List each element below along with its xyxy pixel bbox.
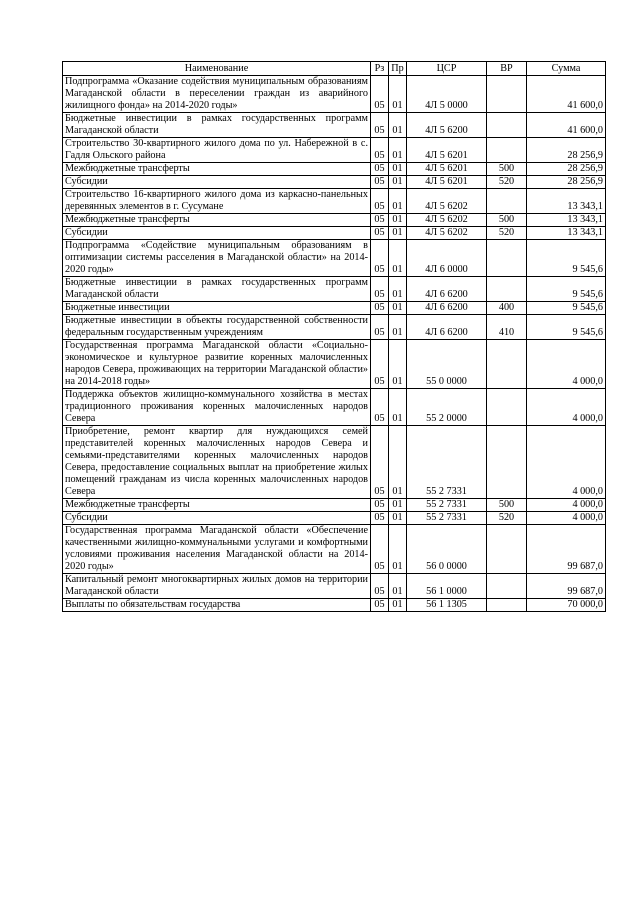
table-row <box>63 525 606 574</box>
cell-sum: 4 000,0 <box>527 389 606 426</box>
cell-csr: 4Л 5 6202 <box>407 214 487 227</box>
cell-pr: 01 <box>389 277 407 302</box>
cell-name: Межбюджетные трансферты <box>63 214 371 227</box>
cell-name: Субсидии <box>63 512 371 525</box>
cell-rz: 05 <box>371 138 389 163</box>
cell-csr: 4Л 5 6201 <box>407 138 487 163</box>
cell-rz: 05 <box>371 76 389 113</box>
table-row <box>63 574 606 599</box>
cell-vr <box>487 113 527 138</box>
cell-sum: 4 000,0 <box>527 512 606 525</box>
header-sum: Сумма <box>527 62 606 76</box>
cell-rz: 05 <box>371 189 389 214</box>
table-row <box>63 599 606 612</box>
cell-csr: 55 2 7331 <box>407 512 487 525</box>
cell-pr: 01 <box>389 227 407 240</box>
table-row <box>63 340 606 389</box>
cell-vr <box>487 599 527 612</box>
cell-sum: 28 256,9 <box>527 176 606 189</box>
table-row <box>63 302 606 315</box>
cell-csr: 4Л 6 0000 <box>407 240 487 277</box>
cell-csr: 55 2 0000 <box>407 389 487 426</box>
cell-name: Субсидии <box>63 227 371 240</box>
cell-rz: 05 <box>371 389 389 426</box>
cell-vr: 410 <box>487 315 527 340</box>
cell-name: Выплаты по обязательствам государства <box>63 599 371 612</box>
cell-rz: 05 <box>371 302 389 315</box>
cell-pr: 01 <box>389 340 407 389</box>
cell-pr: 01 <box>389 76 407 113</box>
header-vr: ВР <box>487 62 527 76</box>
cell-name: Подпрограмма «Содействие муниципальным образованиям в оптимизации системы расселения в Магаданской области» на 2014-2020 годы» <box>63 240 371 277</box>
cell-rz: 05 <box>371 113 389 138</box>
cell-rz: 05 <box>371 525 389 574</box>
cell-rz: 05 <box>371 426 389 499</box>
cell-sum: 99 687,0 <box>527 574 606 599</box>
table-row <box>63 277 606 302</box>
cell-rz: 05 <box>371 214 389 227</box>
cell-vr <box>487 277 527 302</box>
cell-csr: 55 2 7331 <box>407 499 487 512</box>
cell-name: Строительство 30-квартирного жилого дома по ул. Набережной в с. Гадля Ольского района <box>63 138 371 163</box>
cell-pr: 01 <box>389 163 407 176</box>
document-page <box>62 61 606 612</box>
cell-rz: 05 <box>371 340 389 389</box>
cell-sum: 41 600,0 <box>527 76 606 113</box>
cell-vr: 520 <box>487 176 527 189</box>
cell-csr: 4Л 5 6202 <box>407 189 487 214</box>
cell-name: Строительство 16-квартирного жилого дома из каркасно-панельных деревянных элементов в г. Сусумане <box>63 189 371 214</box>
table-row <box>63 189 606 214</box>
cell-vr <box>487 189 527 214</box>
cell-name: Приобретение, ремонт квартир для нуждающихся семей представителей коренных малочисленных народов Севера и семьями-представителями коренных малочисленных народов Севера, предоставление социальных выплат на приобретение жилых помещений гражданам из числа коренных малочисленных народов Севера <box>63 426 371 499</box>
cell-rz: 05 <box>371 574 389 599</box>
table-row <box>63 76 606 113</box>
cell-rz: 05 <box>371 315 389 340</box>
table-row <box>63 138 606 163</box>
header-rz: Рз <box>371 62 389 76</box>
cell-pr: 01 <box>389 512 407 525</box>
cell-csr: 56 0 0000 <box>407 525 487 574</box>
table-row <box>63 214 606 227</box>
table-row <box>63 315 606 340</box>
cell-vr <box>487 389 527 426</box>
cell-name: Бюджетные инвестиции в объекты государственной собственности федеральным государственным учреждениям <box>63 315 371 340</box>
cell-sum: 99 687,0 <box>527 525 606 574</box>
cell-vr: 400 <box>487 302 527 315</box>
cell-csr: 4Л 6 6200 <box>407 302 487 315</box>
cell-vr <box>487 340 527 389</box>
cell-pr: 01 <box>389 315 407 340</box>
cell-rz: 05 <box>371 176 389 189</box>
cell-name: Подпрограмма «Оказание содействия муниципальным образованиям Магаданской области в переселении граждан из аварийного жилищного фонда» на 2014-2020 годы» <box>63 76 371 113</box>
cell-vr: 520 <box>487 512 527 525</box>
cell-csr: 4Л 5 6201 <box>407 163 487 176</box>
cell-vr <box>487 574 527 599</box>
cell-vr <box>487 426 527 499</box>
table-row <box>63 389 606 426</box>
table-row <box>63 426 606 499</box>
cell-sum: 28 256,9 <box>527 138 606 163</box>
table-row <box>63 163 606 176</box>
cell-vr <box>487 525 527 574</box>
cell-csr: 4Л 5 6200 <box>407 113 487 138</box>
cell-pr: 01 <box>389 599 407 612</box>
cell-rz: 05 <box>371 512 389 525</box>
cell-sum: 13 343,1 <box>527 227 606 240</box>
header-name: Наименование <box>63 62 371 76</box>
cell-csr: 55 0 0000 <box>407 340 487 389</box>
cell-name: Государственная программа Магаданской области «Социально-экономическое и культурное развитие коренных малочисленных народов Севера, проживающих на территории Магаданской области» на 2014-2018 годы» <box>63 340 371 389</box>
cell-name: Бюджетные инвестиции в рамках государственных программ Магаданской области <box>63 277 371 302</box>
cell-sum: 13 343,1 <box>527 189 606 214</box>
cell-name: Поддержка объектов жилищно-коммунального хозяйства в местах традиционного проживания коренных малочисленных народов Севера <box>63 389 371 426</box>
cell-vr: 500 <box>487 163 527 176</box>
cell-pr: 01 <box>389 176 407 189</box>
cell-csr: 55 2 7331 <box>407 426 487 499</box>
cell-pr: 01 <box>389 138 407 163</box>
cell-sum: 4 000,0 <box>527 499 606 512</box>
cell-name: Межбюджетные трансферты <box>63 163 371 176</box>
cell-pr: 01 <box>389 389 407 426</box>
table-row <box>63 113 606 138</box>
cell-pr: 01 <box>389 302 407 315</box>
budget-table <box>62 61 606 612</box>
cell-pr: 01 <box>389 499 407 512</box>
cell-rz: 05 <box>371 499 389 512</box>
cell-rz: 05 <box>371 227 389 240</box>
cell-rz: 05 <box>371 240 389 277</box>
cell-vr: 500 <box>487 499 527 512</box>
cell-name: Капитальный ремонт многоквартирных жилых домов на территории Магаданской области <box>63 574 371 599</box>
cell-csr: 4Л 5 0000 <box>407 76 487 113</box>
cell-pr: 01 <box>389 113 407 138</box>
cell-vr <box>487 76 527 113</box>
cell-pr: 01 <box>389 240 407 277</box>
cell-sum: 9 545,6 <box>527 315 606 340</box>
cell-csr: 4Л 6 6200 <box>407 315 487 340</box>
cell-name: Субсидии <box>63 176 371 189</box>
cell-sum: 9 545,6 <box>527 240 606 277</box>
cell-name: Государственная программа Магаданской области «Обеспечение качественными жилищно-коммунальными услугами и комфортными условиями проживания населения Магаданской области на 2014-2020 годы» <box>63 525 371 574</box>
cell-name: Межбюджетные трансферты <box>63 499 371 512</box>
cell-csr: 4Л 5 6202 <box>407 227 487 240</box>
cell-sum: 13 343,1 <box>527 214 606 227</box>
cell-name: Бюджетные инвестиции в рамках государственных программ Магаданской области <box>63 113 371 138</box>
cell-sum: 28 256,9 <box>527 163 606 176</box>
table-body <box>63 76 606 612</box>
cell-rz: 05 <box>371 163 389 176</box>
cell-name: Бюджетные инвестиции <box>63 302 371 315</box>
cell-vr: 500 <box>487 214 527 227</box>
table-row <box>63 240 606 277</box>
cell-pr: 01 <box>389 426 407 499</box>
table-header-row <box>63 62 606 76</box>
cell-sum: 70 000,0 <box>527 599 606 612</box>
cell-sum: 9 545,6 <box>527 302 606 315</box>
cell-csr: 56 1 1305 <box>407 599 487 612</box>
cell-sum: 9 545,6 <box>527 277 606 302</box>
header-csr: ЦСР <box>407 62 487 76</box>
cell-vr: 520 <box>487 227 527 240</box>
cell-csr: 56 1 0000 <box>407 574 487 599</box>
cell-pr: 01 <box>389 574 407 599</box>
cell-sum: 4 000,0 <box>527 340 606 389</box>
cell-csr: 4Л 6 6200 <box>407 277 487 302</box>
table-row <box>63 227 606 240</box>
cell-sum: 4 000,0 <box>527 426 606 499</box>
cell-pr: 01 <box>389 189 407 214</box>
cell-rz: 05 <box>371 277 389 302</box>
cell-vr <box>487 138 527 163</box>
cell-vr <box>487 240 527 277</box>
cell-pr: 01 <box>389 214 407 227</box>
table-row <box>63 512 606 525</box>
table-row <box>63 499 606 512</box>
header-pr: Пр <box>389 62 407 76</box>
cell-csr: 4Л 5 6201 <box>407 176 487 189</box>
cell-rz: 05 <box>371 599 389 612</box>
cell-pr: 01 <box>389 525 407 574</box>
table-row <box>63 176 606 189</box>
cell-sum: 41 600,0 <box>527 113 606 138</box>
